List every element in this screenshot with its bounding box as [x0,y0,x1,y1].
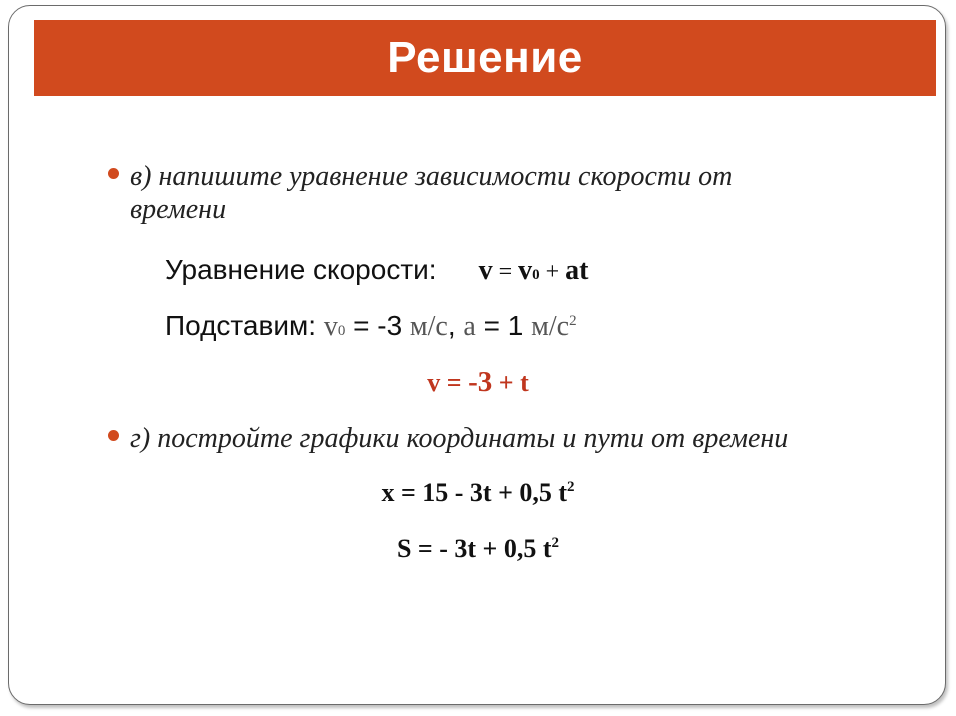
x-eq-superscript: 2 [567,479,575,495]
s-eq-text: S = - 3t + 0,5 t [396,534,552,563]
task-g: г) постройте графики координаты и пути от времени [130,423,789,454]
comma-separator: , [447,310,464,341]
plus-sign: + [539,259,566,285]
unit-acceleration: м/с [531,311,570,342]
equals-sign: = [492,259,519,285]
subscript-zero-sub: 0 [337,323,346,339]
value-v0: = -3 [345,310,410,341]
subscript-zero: 0 [532,267,540,283]
path-equation [0,534,956,564]
result-value: -3 [468,366,493,398]
title-bar [34,20,936,96]
superscript-two: 2 [569,313,577,329]
result-left: v = [427,368,469,397]
substitute-label: Подставим: [165,310,324,341]
task-v [130,160,732,226]
velocity-label: Уравнение скорости: [165,254,437,285]
slide-frame [8,5,946,705]
coordinate-equation [0,478,956,508]
term-at: at [565,255,589,286]
var-a: a [463,311,476,342]
result-right: + t [492,368,529,397]
s-eq-superscript: 2 [551,535,560,551]
slide-title: Решение [387,33,583,82]
velocity-equation [165,254,589,287]
var-v0-sub: v [323,311,338,342]
var-v0: v [518,255,533,286]
velocity-result [0,366,956,399]
task-v-line2: времени [130,194,227,225]
bullet-icon [108,430,119,441]
task-v-line1: в) напишите уравнение зависимости скорости от [130,161,733,192]
bullet-icon [108,168,119,179]
unit-velocity: м/с [409,311,448,342]
value-a: = 1 [475,310,532,341]
x-eq-text: x = 15 - 3t + 0,5 t [381,478,568,507]
var-v: v [478,255,493,286]
substitution [165,310,577,343]
